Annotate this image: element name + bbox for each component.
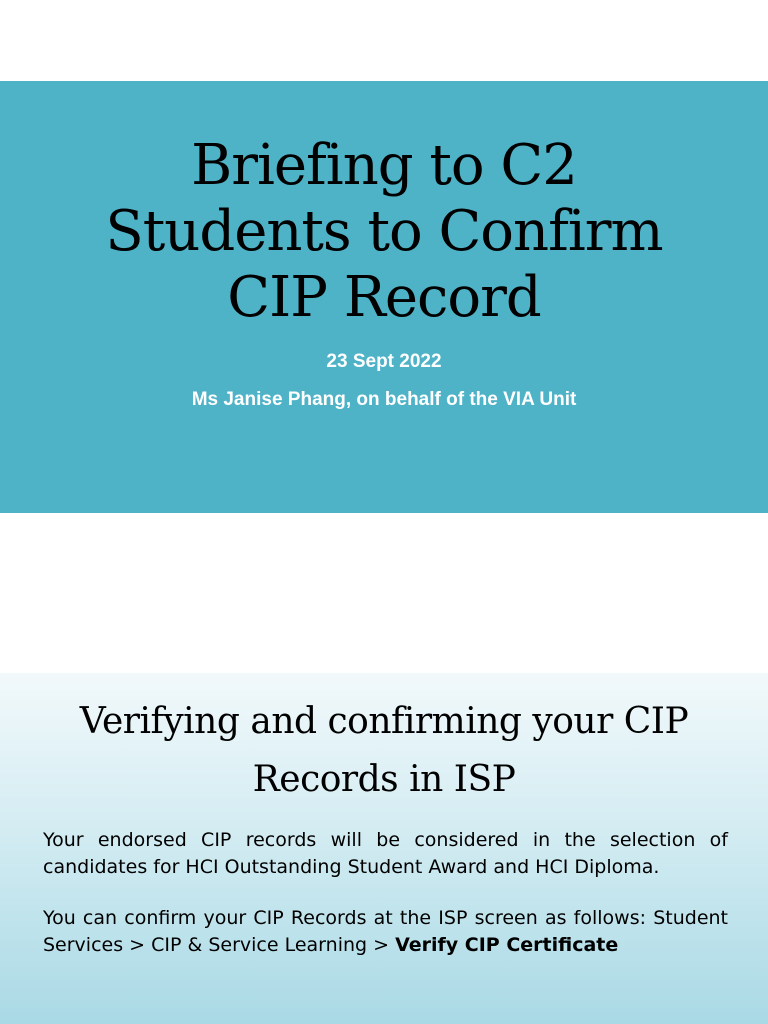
verify-cip-certificate-text: Verify CIP Certificate [395, 934, 619, 956]
body-paragraph: Your endorsed CIP records will be considered in the selection of candidates for HCI Outstanding Student Award and HCI Diploma. [43, 829, 728, 878]
content-slide-title-line: Records in ISP [252, 759, 516, 800]
content-slide-title-line: Verifying and confirming your CIP [79, 701, 689, 742]
slide-presenter: Ms Janise Phang, on behalf of the VIA Unit [191, 389, 577, 410]
content-slide-title [0, 693, 768, 809]
slide-title-line: Briefing to C2 [191, 133, 577, 198]
slide-title-line: Students to Confirm [105, 199, 663, 264]
slide-title-line: CIP Record [227, 265, 541, 330]
instructions-text: You can confirm your CIP Records at the ISP screen as follows: Student Services > CIP & Service Learning > [43, 907, 728, 956]
slide-date: 23 Sept 2022 [326, 351, 442, 372]
slide-title [0, 133, 768, 331]
instructions-paragraph [43, 905, 728, 959]
content-slide [0, 673, 768, 1024]
title-slide [0, 81, 768, 513]
